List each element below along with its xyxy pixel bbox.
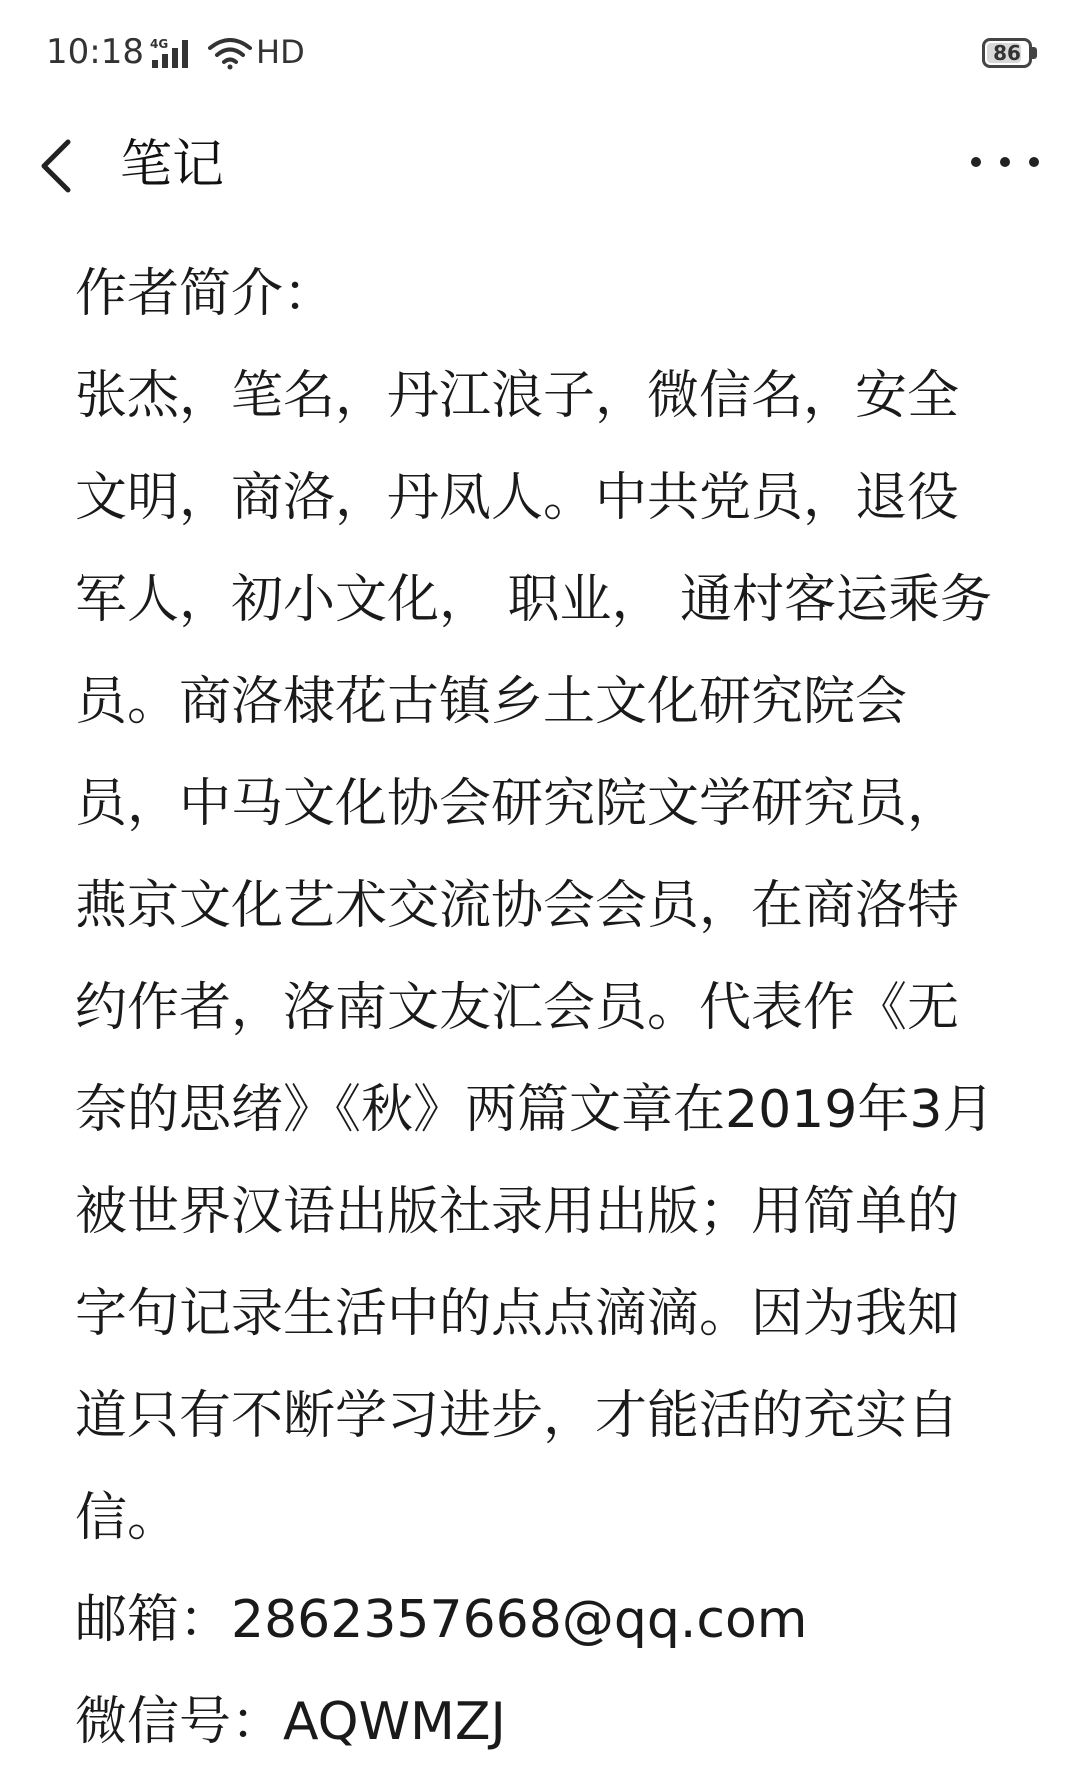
status-bar — [0, 0, 1080, 110]
note-email: 邮箱：2862357668@qq.com — [75, 1590, 808, 1650]
battery-icon — [982, 38, 1038, 68]
note-content[interactable] — [75, 243, 995, 1773]
note-heading: 作者简介： — [75, 264, 336, 324]
cellular-signal-icon — [150, 36, 196, 70]
more-horizontal-icon — [960, 130, 1050, 200]
status-time: 10:18 — [46, 32, 144, 72]
chevron-left-icon — [30, 122, 100, 212]
hd-indicator: HD — [256, 33, 305, 71]
note-body: 张杰，笔名，丹江浪子，微信名，安全文明，商洛，丹凤人。中共党员，退役军人，初小文化， 职业， 通村客运乘务员。商洛棣花古镇乡土文化研究院会员，中马文化协会研究院文学研究员，燕京文化艺术交流协会会员，在商洛特约作者，洛南文友汇会员。代表作《无奈的思绪》《秋》两篇文章在2019年3月被世界汉语出版社录用出版；用简单的字句记录生活中的点点滴滴。因为我知道只有不断学习进步，才能活的充实自信。 — [75, 366, 995, 1548]
more-options-button[interactable] — [960, 130, 1050, 200]
app-bar — [0, 110, 1080, 250]
battery-level: 86 — [993, 41, 1021, 65]
battery-cap — [1032, 47, 1037, 59]
back-button[interactable] — [30, 122, 100, 212]
wifi-icon — [208, 36, 252, 70]
note-wechat: 微信号：AQWMZJ — [75, 1692, 506, 1752]
network-type-label: 4G — [150, 37, 169, 51]
page-title: 笔记 — [120, 135, 225, 195]
